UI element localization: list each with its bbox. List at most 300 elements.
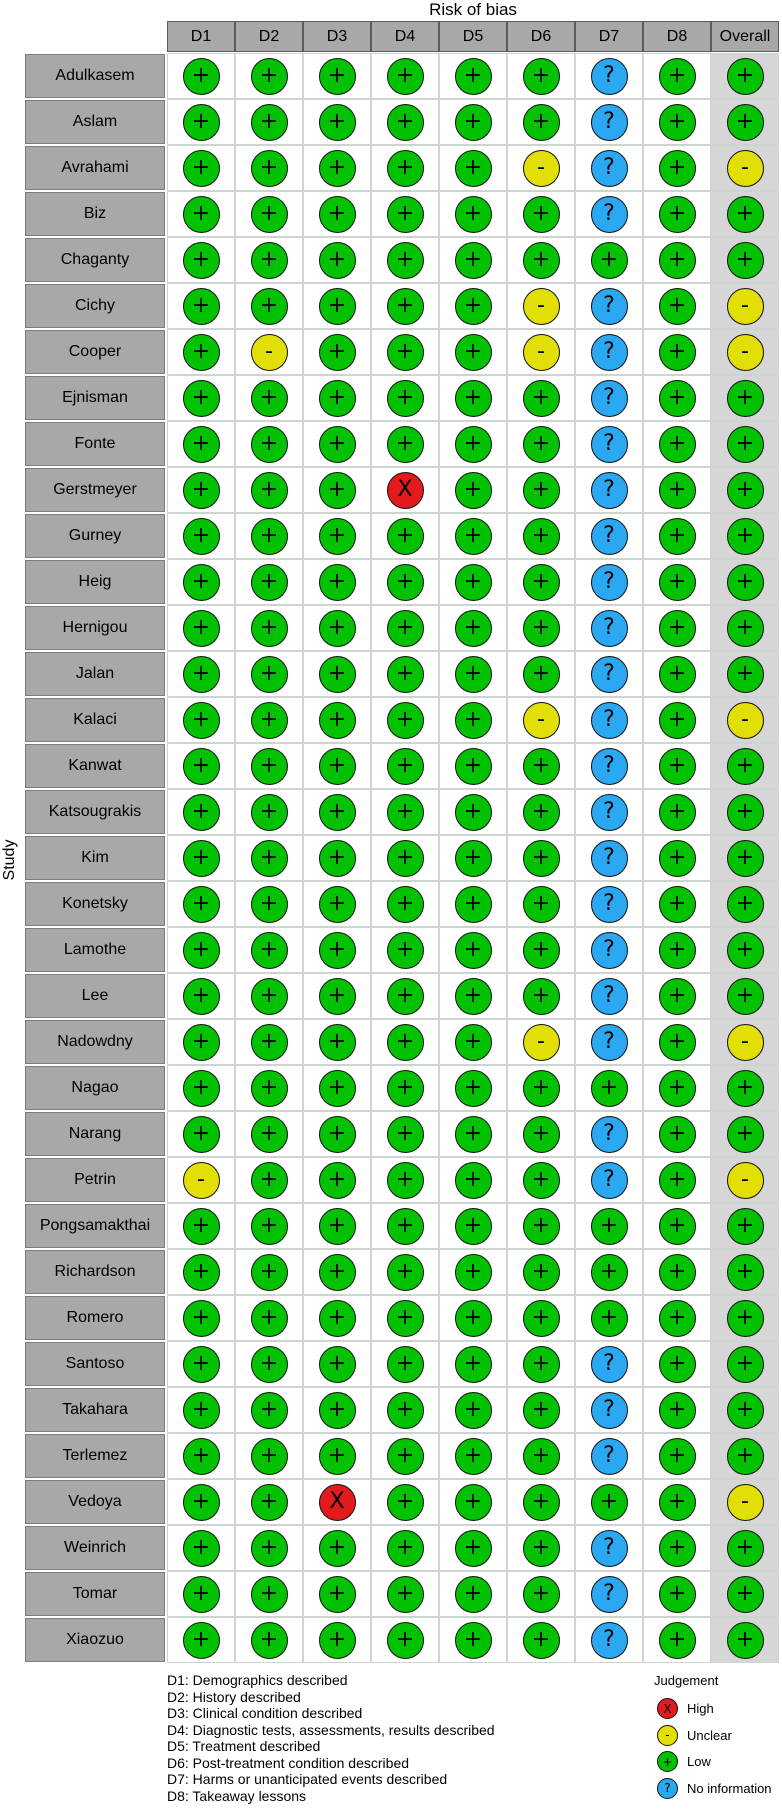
judgement-low-mark: + — [387, 1300, 424, 1337]
cell-santoso-d4 — [371, 1341, 439, 1387]
judgement-low-mark: + — [523, 1116, 560, 1153]
cell-nagao-d5 — [439, 1065, 507, 1111]
cell-heig-overall — [711, 559, 779, 605]
judgement-low-mark: + — [659, 150, 696, 187]
judgement-low-mark: + — [591, 1070, 628, 1107]
study-label-weinrich: Weinrich — [25, 1526, 165, 1570]
cell-cichy-d4 — [371, 283, 439, 329]
domain-key-item-d3: D3: Clinical condition described — [167, 1705, 363, 1721]
cell-avrahami-d8 — [643, 145, 711, 191]
judgement-low-mark: + — [183, 1622, 220, 1659]
low-legend-icon: + — [657, 1751, 678, 1772]
legend-label-high: High — [687, 1701, 714, 1716]
judgement-unclear-mark: - — [523, 334, 560, 371]
cell-lee-d2 — [235, 973, 303, 1019]
cell-kim-d1 — [167, 835, 235, 881]
judgement-low-mark: + — [319, 1208, 356, 1245]
judgement-low-mark: + — [659, 564, 696, 601]
cell-chaganty-d7 — [575, 237, 643, 283]
legend-item-no-information — [654, 1778, 772, 1799]
cell-vedoya-d3 — [303, 1479, 371, 1525]
judgement-low-mark: + — [387, 1208, 424, 1245]
cell-katsougrakis-d3 — [303, 789, 371, 835]
column-header-overall: Overall — [711, 21, 779, 52]
cell-vedoya-d4 — [371, 1479, 439, 1525]
judgement-low-mark: + — [455, 1162, 492, 1199]
cell-konetsky-d7 — [575, 881, 643, 927]
judgement-low-mark: + — [387, 1484, 424, 1521]
judgement-low-mark: + — [455, 610, 492, 647]
cell-kanwat-d8 — [643, 743, 711, 789]
cell-ejnisman-d1 — [167, 375, 235, 421]
column-header-d8: D8 — [643, 21, 711, 52]
judgement-low-mark: + — [659, 1622, 696, 1659]
study-label-takahara: Takahara — [25, 1388, 165, 1432]
judgement-low-mark: + — [455, 702, 492, 739]
cell-katsougrakis-d1 — [167, 789, 235, 835]
judgement-low-mark: + — [523, 1484, 560, 1521]
cell-fonte-d5 — [439, 421, 507, 467]
cell-kanwat-d6 — [507, 743, 575, 789]
judgement-no-information-mark: ? — [591, 334, 628, 371]
judgement-low-mark: + — [727, 1438, 764, 1475]
cell-cooper-d1 — [167, 329, 235, 375]
cell-santoso-d7 — [575, 1341, 643, 1387]
study-label-lee: Lee — [25, 974, 165, 1018]
judgement-low-mark: + — [659, 1024, 696, 1061]
judgement-low-mark: + — [455, 288, 492, 325]
judgement-low-mark: + — [183, 794, 220, 831]
cell-kim-d3 — [303, 835, 371, 881]
cell-santoso-d2 — [235, 1341, 303, 1387]
cell-takahara-d6 — [507, 1387, 575, 1433]
cell-narang-d2 — [235, 1111, 303, 1157]
judgement-low-mark: + — [523, 978, 560, 1015]
cell-avrahami-d7 — [575, 145, 643, 191]
judgement-low-mark: + — [523, 58, 560, 95]
cell-kim-d7 — [575, 835, 643, 881]
cell-nagao-d4 — [371, 1065, 439, 1111]
judgement-low-mark: + — [455, 334, 492, 371]
cell-gurney-d5 — [439, 513, 507, 559]
cell-kalaci-d1 — [167, 697, 235, 743]
judgement-low-mark: + — [727, 518, 764, 555]
cell-hernigou-d1 — [167, 605, 235, 651]
column-header-d7: D7 — [575, 21, 643, 52]
study-label-kalaci: Kalaci — [25, 698, 165, 742]
cell-cooper-overall — [711, 329, 779, 375]
judgement-low-mark: + — [659, 840, 696, 877]
cell-jalan-d3 — [303, 651, 371, 697]
judgement-low-mark: + — [319, 472, 356, 509]
judgement-no-information-mark: ? — [591, 196, 628, 233]
cell-richardson-d5 — [439, 1249, 507, 1295]
judgement-low-mark: + — [319, 150, 356, 187]
cell-romero-d8 — [643, 1295, 711, 1341]
judgement-low-mark: + — [183, 1024, 220, 1061]
cell-adulkasem-d6 — [507, 53, 575, 99]
judgement-low-mark: + — [727, 1576, 764, 1613]
domain-key-item-d5: D5: Treatment described — [167, 1738, 321, 1754]
cell-takahara-d3 — [303, 1387, 371, 1433]
study-label-adulkasem: Adulkasem — [25, 54, 165, 98]
study-label-richardson: Richardson — [25, 1250, 165, 1294]
judgement-legend-items — [654, 1698, 772, 1799]
judgement-low-mark: + — [727, 1530, 764, 1567]
judgement-low-mark: + — [659, 748, 696, 785]
study-label-katsougrakis: Katsougrakis — [25, 790, 165, 834]
judgement-low-mark: + — [727, 748, 764, 785]
cell-aslam-d3 — [303, 99, 371, 145]
judgement-low-mark: + — [455, 1530, 492, 1567]
cell-lee-d3 — [303, 973, 371, 1019]
judgement-low-mark: + — [455, 1300, 492, 1337]
cell-takahara-d4 — [371, 1387, 439, 1433]
judgement-low-mark: + — [251, 1576, 288, 1613]
cell-kanwat-d1 — [167, 743, 235, 789]
cell-kalaci-d3 — [303, 697, 371, 743]
judgement-low-mark: + — [183, 840, 220, 877]
cell-petrin-d2 — [235, 1157, 303, 1203]
cell-katsougrakis-overall — [711, 789, 779, 835]
cell-chaganty-overall — [711, 237, 779, 283]
judgement-low-mark: + — [319, 1576, 356, 1613]
cell-pongsamakthai-d3 — [303, 1203, 371, 1249]
judgement-low-mark: + — [387, 886, 424, 923]
judgement-unclear-mark: - — [183, 1162, 220, 1199]
judgement-low-mark: + — [727, 1346, 764, 1383]
judgement-low-mark: + — [387, 242, 424, 279]
cell-kalaci-d4 — [371, 697, 439, 743]
judgement-low-mark: + — [251, 196, 288, 233]
cell-cichy-d5 — [439, 283, 507, 329]
judgement-low-mark: + — [251, 1392, 288, 1429]
cell-weinrich-d6 — [507, 1525, 575, 1571]
domain-key-item-d1: D1: Demographics described — [167, 1672, 348, 1688]
cell-terlemez-d6 — [507, 1433, 575, 1479]
judgement-low-mark: + — [183, 426, 220, 463]
judgement-low-mark: + — [251, 58, 288, 95]
judgement-low-mark: + — [727, 58, 764, 95]
cell-xiaozuo-d8 — [643, 1617, 711, 1663]
legend-label-no-information: No information — [687, 1780, 772, 1796]
cell-heig-d1 — [167, 559, 235, 605]
cell-petrin-d4 — [371, 1157, 439, 1203]
judgement-unclear-mark: - — [727, 1162, 764, 1199]
cell-gerstmeyer-d4 — [371, 467, 439, 513]
judgement-low-mark: + — [523, 1300, 560, 1337]
judgement-low-mark: + — [455, 104, 492, 141]
cell-pongsamakthai-d6 — [507, 1203, 575, 1249]
judgement-low-mark: + — [523, 1070, 560, 1107]
cell-aslam-d5 — [439, 99, 507, 145]
judgement-low-mark: + — [251, 1116, 288, 1153]
cell-lamothe-d5 — [439, 927, 507, 973]
judgement-low-mark: + — [523, 104, 560, 141]
judgement-low-mark: + — [523, 1438, 560, 1475]
cell-richardson-d3 — [303, 1249, 371, 1295]
judgement-low-mark: + — [387, 1392, 424, 1429]
cell-lee-d1 — [167, 973, 235, 1019]
judgement-no-information-mark: ? — [591, 886, 628, 923]
cell-tomar-d3 — [303, 1571, 371, 1617]
judgement-low-mark: + — [319, 978, 356, 1015]
judgement-low-mark: + — [183, 1392, 220, 1429]
cell-kanwat-d4 — [371, 743, 439, 789]
judgement-low-mark: + — [319, 1392, 356, 1429]
judgement-low-mark: + — [659, 794, 696, 831]
cell-santoso-d6 — [507, 1341, 575, 1387]
judgement-low-mark: + — [523, 242, 560, 279]
judgement-low-mark: + — [455, 978, 492, 1015]
cell-avrahami-d3 — [303, 145, 371, 191]
cell-avrahami-d6 — [507, 145, 575, 191]
judgement-low-mark: + — [727, 886, 764, 923]
cell-vedoya-d7 — [575, 1479, 643, 1525]
cell-fonte-overall — [711, 421, 779, 467]
cell-kanwat-d2 — [235, 743, 303, 789]
column-header-d1: D1 — [167, 21, 235, 52]
cell-gurney-d6 — [507, 513, 575, 559]
cell-ejnisman-d6 — [507, 375, 575, 421]
cell-nadowdny-d5 — [439, 1019, 507, 1065]
study-label-konetsky: Konetsky — [25, 882, 165, 926]
judgement-low-mark: + — [727, 794, 764, 831]
judgement-low-mark: + — [727, 196, 764, 233]
cell-ejnisman-d8 — [643, 375, 711, 421]
judgement-low-mark: + — [387, 150, 424, 187]
judgement-low-mark: + — [727, 1070, 764, 1107]
judgement-low-mark: + — [251, 932, 288, 969]
cell-terlemez-d1 — [167, 1433, 235, 1479]
study-label-heig: Heig — [25, 560, 165, 604]
judgement-low-mark: + — [387, 1024, 424, 1061]
cell-gerstmeyer-d5 — [439, 467, 507, 513]
judgement-low-mark: + — [251, 242, 288, 279]
cell-kalaci-d6 — [507, 697, 575, 743]
cell-narang-d1 — [167, 1111, 235, 1157]
cell-narang-d6 — [507, 1111, 575, 1157]
judgement-low-mark: + — [455, 150, 492, 187]
cell-xiaozuo-d3 — [303, 1617, 371, 1663]
cell-tomar-d4 — [371, 1571, 439, 1617]
cell-lamothe-d6 — [507, 927, 575, 973]
cell-ejnisman-d3 — [303, 375, 371, 421]
judgement-low-mark: + — [455, 1438, 492, 1475]
judgement-low-mark: + — [727, 1300, 764, 1337]
judgement-no-information-mark: ? — [591, 1346, 628, 1383]
judgement-low-mark: + — [659, 1162, 696, 1199]
study-label-vedoya: Vedoya — [25, 1480, 165, 1524]
judgement-low-mark: + — [455, 1024, 492, 1061]
cell-gurney-d3 — [303, 513, 371, 559]
cell-katsougrakis-d7 — [575, 789, 643, 835]
study-label-cichy: Cichy — [25, 284, 165, 328]
cell-chaganty-d6 — [507, 237, 575, 283]
cell-vedoya-d1 — [167, 1479, 235, 1525]
judgement-no-information-mark: ? — [591, 656, 628, 693]
judgement-low-mark: + — [319, 1530, 356, 1567]
judgement-low-mark: + — [455, 794, 492, 831]
cell-nadowdny-d7 — [575, 1019, 643, 1065]
judgement-low-mark: + — [659, 1300, 696, 1337]
judgement-low-mark: + — [319, 196, 356, 233]
cell-vedoya-d5 — [439, 1479, 507, 1525]
cell-adulkasem-d3 — [303, 53, 371, 99]
judgement-low-mark: + — [455, 1208, 492, 1245]
risk-of-bias-grid — [25, 21, 779, 1663]
judgement-low-mark: + — [523, 656, 560, 693]
cell-lee-overall — [711, 973, 779, 1019]
cell-kim-d4 — [371, 835, 439, 881]
cell-romero-d5 — [439, 1295, 507, 1341]
judgement-low-mark: + — [523, 1346, 560, 1383]
cell-chaganty-d8 — [643, 237, 711, 283]
judgement-no-information-mark: ? — [591, 932, 628, 969]
judgement-low-mark: + — [183, 978, 220, 1015]
judgement-low-mark: + — [455, 932, 492, 969]
cell-terlemez-overall — [711, 1433, 779, 1479]
cell-avrahami-d1 — [167, 145, 235, 191]
cell-petrin-d8 — [643, 1157, 711, 1203]
judgement-low-mark: + — [455, 1116, 492, 1153]
judgement-low-mark: + — [251, 1300, 288, 1337]
judgement-no-information-mark: ? — [591, 1576, 628, 1613]
cell-chaganty-d2 — [235, 237, 303, 283]
cell-ejnisman-d5 — [439, 375, 507, 421]
judgement-unclear-mark: - — [727, 150, 764, 187]
judgement-low-mark: + — [523, 610, 560, 647]
legend-item-unclear — [654, 1725, 772, 1746]
judgement-low-mark: + — [387, 748, 424, 785]
judgement-unclear-mark: - — [523, 288, 560, 325]
study-label-santoso: Santoso — [25, 1342, 165, 1386]
judgement-low-mark: + — [251, 610, 288, 647]
cell-nagao-d6 — [507, 1065, 575, 1111]
judgement-low-mark: + — [251, 564, 288, 601]
judgement-low-mark: + — [387, 518, 424, 555]
cell-avrahami-d2 — [235, 145, 303, 191]
judgement-no-information-mark: ? — [591, 150, 628, 187]
judgement-low-mark: + — [727, 380, 764, 417]
judgement-low-mark: + — [455, 1070, 492, 1107]
cell-kalaci-d7 — [575, 697, 643, 743]
judgement-unclear-mark: - — [727, 334, 764, 371]
cell-adulkasem-d8 — [643, 53, 711, 99]
cell-kanwat-d7 — [575, 743, 643, 789]
cell-romero-d7 — [575, 1295, 643, 1341]
cell-konetsky-d6 — [507, 881, 575, 927]
cell-kalaci-d2 — [235, 697, 303, 743]
cell-gerstmeyer-d7 — [575, 467, 643, 513]
judgement-unclear-mark: - — [523, 150, 560, 187]
judgement-low-mark: + — [183, 1208, 220, 1245]
cell-nagao-d7 — [575, 1065, 643, 1111]
judgement-low-mark: + — [523, 1162, 560, 1199]
judgement-low-mark: + — [387, 610, 424, 647]
cell-jalan-d4 — [371, 651, 439, 697]
judgement-low-mark: + — [523, 748, 560, 785]
judgement-low-mark: + — [387, 426, 424, 463]
judgement-low-mark: + — [251, 1530, 288, 1567]
judgement-low-mark: + — [251, 886, 288, 923]
cell-heig-d4 — [371, 559, 439, 605]
judgement-low-mark: + — [387, 656, 424, 693]
study-label-cooper: Cooper — [25, 330, 165, 374]
cell-nadowdny-d6 — [507, 1019, 575, 1065]
domain-key-item-d8: D8: Takeaway lessons — [167, 1787, 307, 1804]
cell-jalan-d6 — [507, 651, 575, 697]
judgement-low-mark: + — [659, 334, 696, 371]
judgement-unclear-mark: - — [523, 1024, 560, 1061]
judgement-low-mark: + — [659, 1070, 696, 1107]
judgement-no-information-mark: ? — [591, 610, 628, 647]
cell-romero-d3 — [303, 1295, 371, 1341]
judgement-low-mark: + — [183, 564, 220, 601]
judgement-low-mark: + — [319, 886, 356, 923]
cell-jalan-d7 — [575, 651, 643, 697]
judgement-low-mark: + — [455, 472, 492, 509]
cell-biz-overall — [711, 191, 779, 237]
study-label-gerstmeyer: Gerstmeyer — [25, 468, 165, 512]
cell-petrin-d5 — [439, 1157, 507, 1203]
cell-gerstmeyer-overall — [711, 467, 779, 513]
judgement-low-mark: + — [727, 242, 764, 279]
cell-jalan-d1 — [167, 651, 235, 697]
judgement-unclear-mark: - — [727, 702, 764, 739]
cell-chaganty-d1 — [167, 237, 235, 283]
cell-xiaozuo-overall — [711, 1617, 779, 1663]
judgement-low-mark: + — [523, 1622, 560, 1659]
cell-romero-d6 — [507, 1295, 575, 1341]
judgement-low-mark: + — [659, 702, 696, 739]
judgement-low-mark: + — [183, 334, 220, 371]
cell-avrahami-d5 — [439, 145, 507, 191]
cell-nadowdny-d2 — [235, 1019, 303, 1065]
cell-kim-d2 — [235, 835, 303, 881]
study-label-gurney: Gurney — [25, 514, 165, 558]
judgement-low-mark: + — [659, 1576, 696, 1613]
judgement-low-mark: + — [319, 748, 356, 785]
cell-kanwat-d5 — [439, 743, 507, 789]
judgement-low-mark: + — [659, 518, 696, 555]
cell-kim-d6 — [507, 835, 575, 881]
judgement-low-mark: + — [251, 1484, 288, 1521]
cell-weinrich-d2 — [235, 1525, 303, 1571]
judgement-no-information-mark: ? — [591, 1116, 628, 1153]
study-label-narang: Narang — [25, 1112, 165, 1156]
cell-romero-d1 — [167, 1295, 235, 1341]
domain-key-item-d2: D2: History described — [167, 1688, 301, 1705]
cell-gurney-d7 — [575, 513, 643, 559]
judgement-low-mark: + — [387, 794, 424, 831]
judgement-low-mark: + — [251, 794, 288, 831]
cell-cichy-d8 — [643, 283, 711, 329]
judgement-low-mark: + — [387, 1116, 424, 1153]
judgement-low-mark: + — [455, 840, 492, 877]
judgement-low-mark: + — [183, 702, 220, 739]
judgement-low-mark: + — [659, 288, 696, 325]
cell-xiaozuo-d1 — [167, 1617, 235, 1663]
study-label-tomar: Tomar — [25, 1572, 165, 1616]
cell-jalan-d2 — [235, 651, 303, 697]
cell-takahara-d2 — [235, 1387, 303, 1433]
cell-romero-d2 — [235, 1295, 303, 1341]
judgement-low-mark: + — [659, 1254, 696, 1291]
judgement-low-mark: + — [591, 1208, 628, 1245]
judgement-low-mark: + — [387, 702, 424, 739]
cell-konetsky-d1 — [167, 881, 235, 927]
